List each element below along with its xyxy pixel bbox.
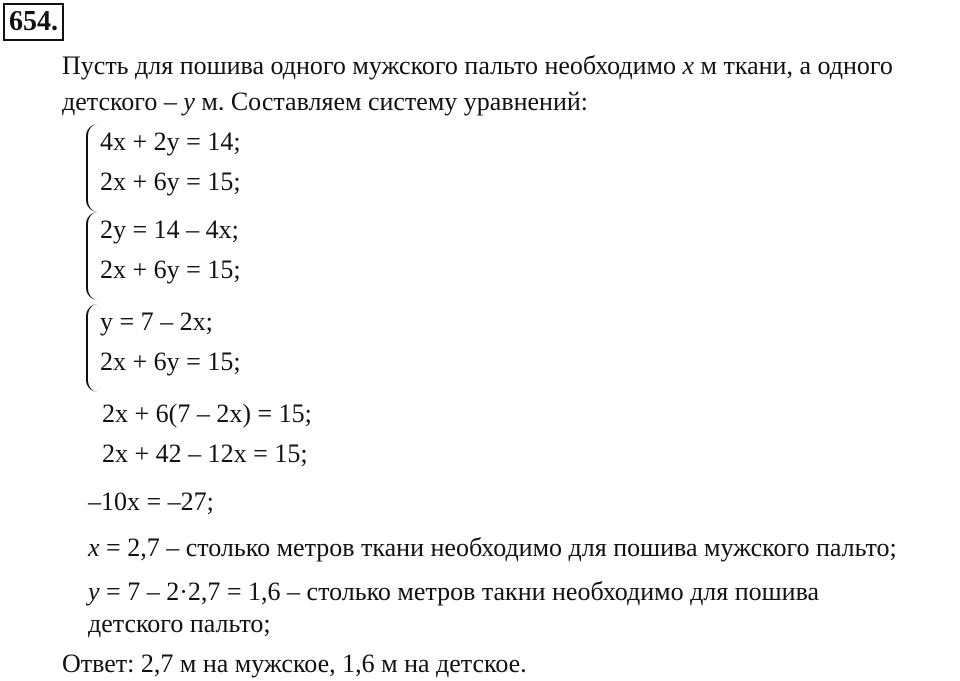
statement-text: м ткани, а одного [700,51,893,80]
result-text: = 2,7 – столько метров ткани необходимо для пошива мужского пальто; [106,533,897,562]
system-equation: 2x + 6y = 15; [100,255,241,284]
variable-y: y [183,87,195,116]
variable-x: x [88,533,100,562]
system-equation: y = 7 – 2x; [100,307,213,336]
variable-y: y [88,577,100,606]
equation-step: –10x = –27; [88,487,214,516]
statement-line-2 [62,84,952,120]
system-equation: 4x + 2y = 14; [100,127,241,156]
result-y [88,574,819,610]
equation-step: 2x + 42 – 12x = 15; [102,439,308,468]
result-y-continued: детского пальто; [88,609,271,638]
system-equation: 2x + 6y = 15; [100,167,241,196]
statement-line-1 [62,48,952,84]
statement-text: детского – [62,87,177,116]
problem-statement [62,48,952,120]
system-equation: 2x + 6y = 15; [100,347,241,376]
variable-x: x [682,51,695,80]
system-brace [86,124,100,212]
system-equation: 2y = 14 – 4x; [100,215,239,244]
equation-step: 2x + 6(7 – 2x) = 15; [102,399,312,428]
system-brace [86,304,100,392]
statement-text: Пусть для пошива одного мужского пальто необходимо [62,51,676,80]
system-brace [86,212,100,300]
result-x [88,530,897,566]
problem-number: 654. [3,3,64,41]
result-text: = 7 – 2·2,7 = 1,6 – столько метров такни необходимо для пошива [106,577,820,606]
statement-text: м. Составляем систему уравнений: [201,87,589,116]
answer: Ответ: 2,7 м на мужское, 1,6 м на детское. [62,649,527,678]
